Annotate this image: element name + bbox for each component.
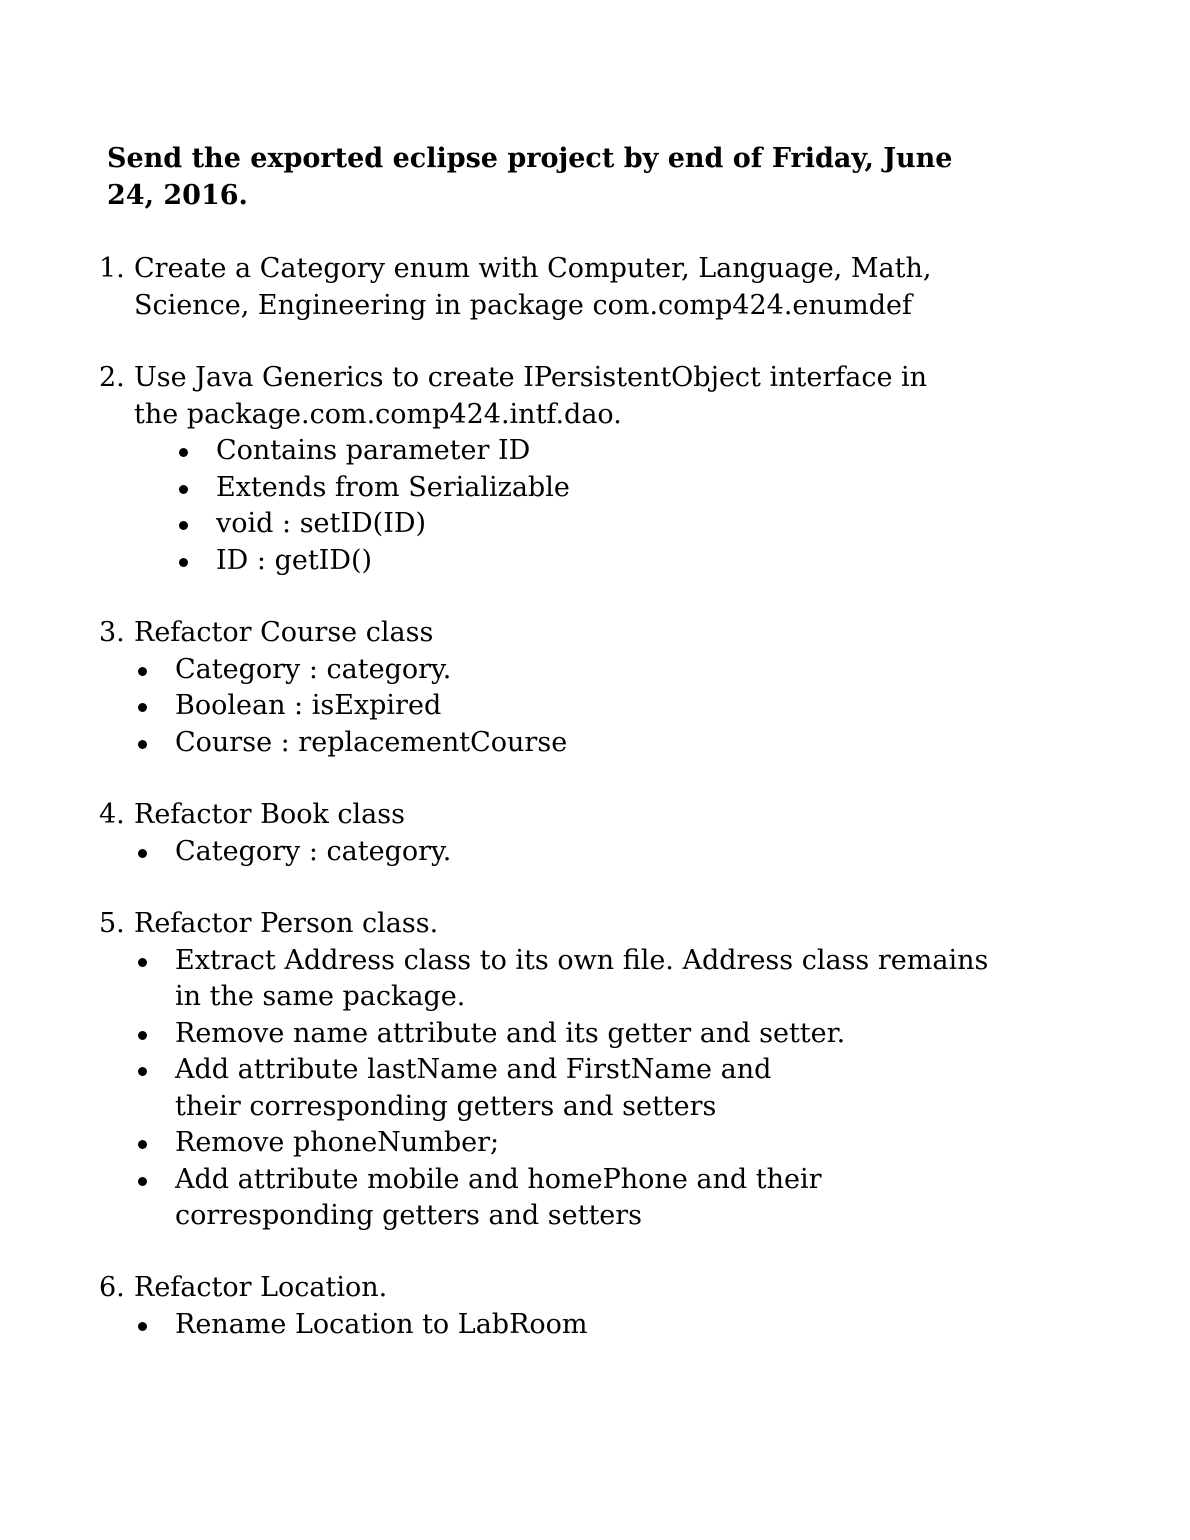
bullet-icon: [138, 667, 147, 676]
item-number: 4.: [99, 799, 125, 830]
item-text: Refactor Location.: [134, 1272, 388, 1303]
bullet-item: Boolean : isExpired: [99, 688, 1029, 725]
bullet-item: Add attribute lastName and FirstName and their corresponding getters and setters: [99, 1052, 825, 1125]
bullet-icon: [138, 1177, 147, 1186]
bullet-icon: [138, 1140, 147, 1149]
list-item-1: [99, 251, 1029, 324]
bullet-item: Rename Location to LabRoom: [99, 1307, 1029, 1344]
deadline-heading: Send the exported eclipse project by end of Friday, June 24, 2016.: [107, 143, 953, 211]
bullet-item: void : setID(ID): [99, 506, 1029, 543]
bullet-list: [99, 943, 1014, 1235]
bullet-item: Extends from Serializable: [99, 470, 1029, 507]
list-item-6: [99, 1270, 1029, 1343]
item-number: 3.: [99, 617, 125, 648]
bullet-icon: [138, 1031, 147, 1040]
bullet-list: [99, 652, 1029, 762]
bullet-icon: [138, 1322, 147, 1331]
bullet-item: Extract Address class to its own file. Address class remains in the same package.: [99, 943, 1014, 1016]
item-number: 2.: [99, 362, 125, 393]
list-item-5: [99, 906, 1029, 1235]
bullet-list: [99, 1307, 1029, 1344]
item-number: 6.: [99, 1272, 125, 1303]
bullet-item: ID : getID(): [99, 543, 1029, 580]
bullet-list: [99, 433, 1029, 579]
bullet-item: Remove phoneNumber;: [99, 1125, 1014, 1162]
item-number: 5.: [99, 908, 125, 939]
bullet-item: Category : category.: [99, 834, 1029, 871]
list-item-3: [99, 615, 1029, 761]
list-item-2: [99, 360, 1029, 579]
item-text: Refactor Course class: [134, 617, 434, 648]
bullet-icon: [179, 558, 188, 567]
bullet-item: Course : replacementCourse: [99, 725, 1029, 762]
bullet-item: Remove name attribute and its getter and setter.: [99, 1016, 1014, 1053]
bullet-icon: [138, 740, 147, 749]
list-item-4: [99, 797, 1029, 870]
bullet-icon: [138, 958, 147, 967]
bullet-list: [99, 834, 1029, 871]
bullet-item: Contains parameter ID: [99, 433, 1029, 470]
bullet-icon: [138, 703, 147, 712]
bullet-icon: [179, 485, 188, 494]
bullet-item: Add attribute mobile and homePhone and their corresponding getters and setters: [99, 1162, 1014, 1235]
item-text: Create a Category enum with Computer, Language, Math, Science, Engineering in package com.comp424.enumdef: [134, 253, 932, 321]
bullet-item: Category : category.: [99, 652, 1029, 689]
item-text: Refactor Person class.: [134, 908, 439, 939]
bullet-icon: [179, 448, 188, 457]
bullet-icon: [179, 521, 188, 530]
item-text: Refactor Book class: [134, 799, 405, 830]
item-number: 1.: [99, 253, 125, 284]
item-text: Use Java Generics to create IPersistentObject interface in the package.com.comp424.intf.dao.: [134, 362, 928, 430]
bullet-icon: [138, 1067, 147, 1076]
bullet-icon: [138, 849, 147, 858]
